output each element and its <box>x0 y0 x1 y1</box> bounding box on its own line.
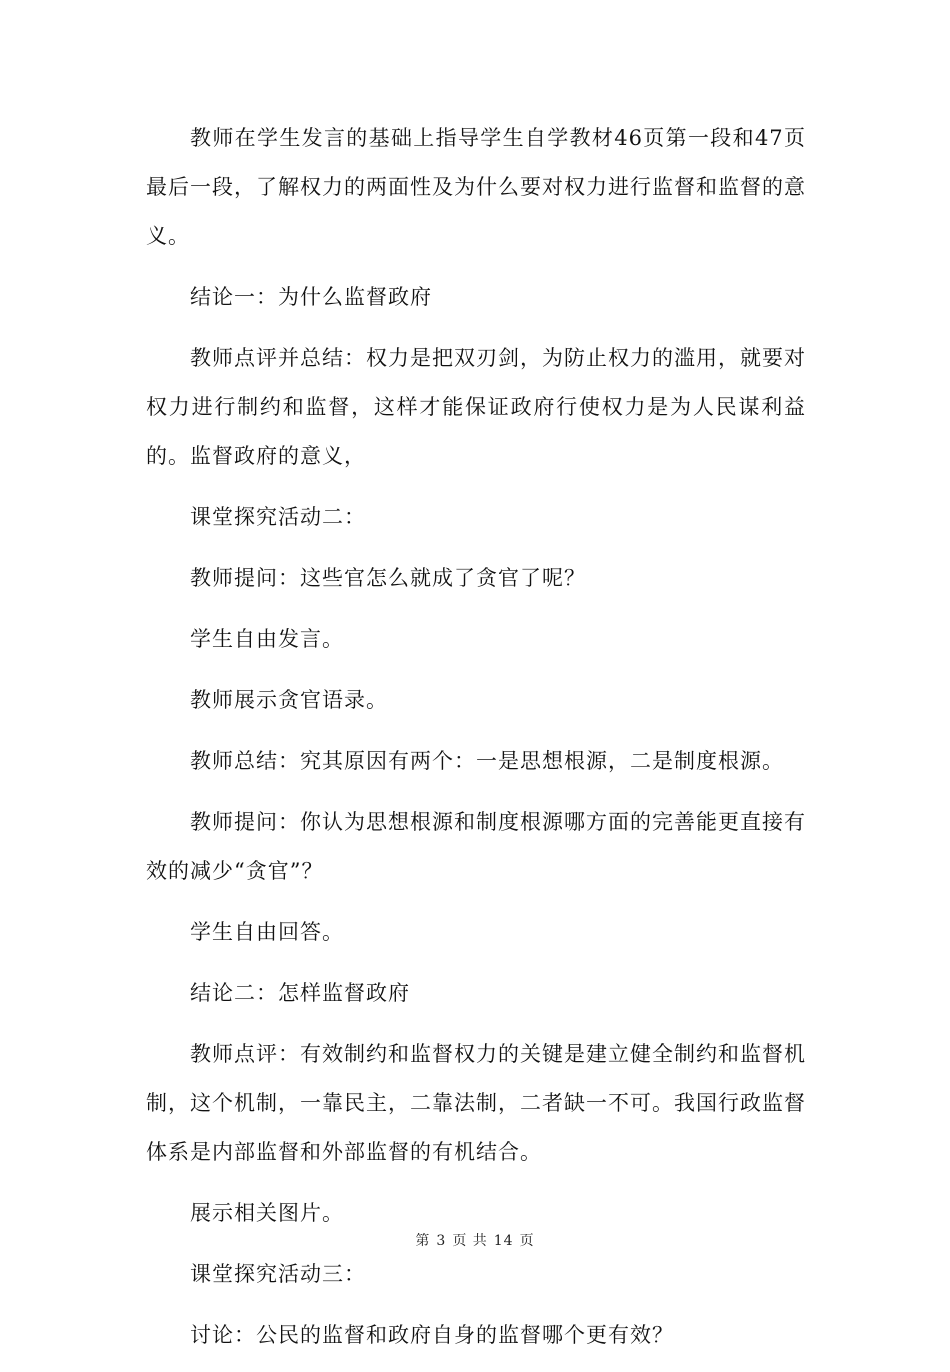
paragraph-teacher-summary-two: 教师总结：究其原因有两个：一是思想根源，二是制度根源。 <box>190 749 784 773</box>
paragraph-teacher-comment: 教师点评：有效制约和监督权力的关键是建立健全制约和监督机制，这个机制，一靠民主，二靠法制，二者缺一不可。我国行政监督体系是内部监督和外部监督的有机结合。 <box>146 1042 806 1164</box>
paragraph-self-study-guidance: 教师在学生发言的基础上指导学生自学教材46页第一段和47页最后一段，了解权力的两面性及为什么要对权力进行监督和监督的意义。 <box>146 126 806 248</box>
paragraph-show-pictures: 展示相关图片。 <box>190 1201 344 1225</box>
paragraph-activity-three: 课堂探究活动三： <box>190 1262 366 1286</box>
paragraph-conclusion-two: 结论二：怎样监督政府 <box>190 981 410 1005</box>
paragraph-teacher-question-one: 教师提问：这些官怎么就成了贪官了呢？ <box>190 566 586 590</box>
footer-prefix: 第 <box>415 1233 431 1249</box>
paragraph-teacher-display: 教师展示贪官语录。 <box>190 688 388 712</box>
paragraph-teacher-summary-one: 教师点评并总结：权力是把双刃剑，为防止权力的滥用，就要对权力进行制约和监督，这样才能保证政府行使权力是为人民谋利益的。监督政府的意义， <box>146 346 806 468</box>
paragraph-student-speech: 学生自由发言。 <box>190 627 344 651</box>
footer-suffix: 页 <box>519 1233 535 1249</box>
document-body <box>146 114 806 1372</box>
page-number-footer <box>0 1231 950 1251</box>
paragraph-discussion: 讨论：公民的监督和政府自身的监督哪个更有效？ <box>190 1323 674 1347</box>
footer-total-pages: 14 <box>493 1233 514 1249</box>
footer-current-page: 3 <box>436 1233 447 1249</box>
paragraph-teacher-question-two: 教师提问：你认为思想根源和制度根源哪方面的完善能更直接有效的减少“贪官”？ <box>146 810 806 883</box>
paragraph-student-answer: 学生自由回答。 <box>190 920 344 944</box>
paragraph-conclusion-one: 结论一：为什么监督政府 <box>190 285 432 309</box>
footer-middle: 页 共 <box>452 1233 488 1249</box>
paragraph-activity-two: 课堂探究活动二： <box>190 505 366 529</box>
